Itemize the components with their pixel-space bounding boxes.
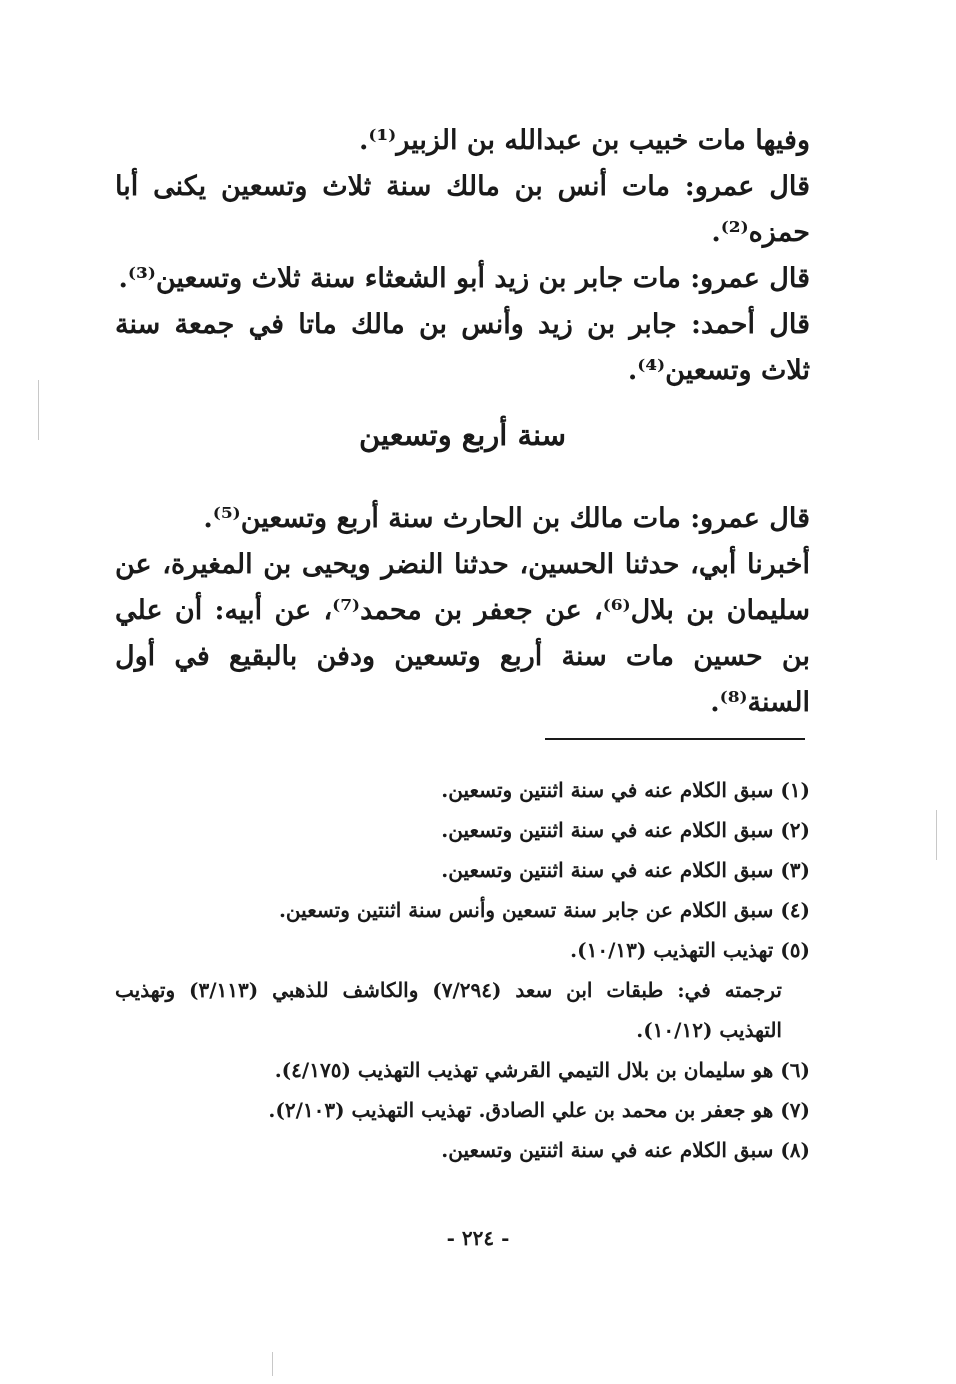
footnote-5-continuation: ترجمته في: طبقات ابن سعد (٧/٢٩٤) والكاشف للذهبي (٣/١١٣) وتهذيب التهذيب (١٠/١٢). <box>115 978 783 1042</box>
footnote-2: (٢) سبق الكلام عنه في سنة اثنتين وتسعين. <box>441 818 810 842</box>
paragraph-malik: قال عمرو: مات مالك بن الحارث سنة أربع وتسعين⁽⁵⁾. <box>203 503 810 534</box>
paragraph-khubayb: وفيها مات خبيب بن عبدالله بن الزبير⁽¹⁾. <box>359 125 810 156</box>
footnote-6: (٦) هو سليمان بن بلال التيمي القرشي تهذيب التهذيب (٤/١٧٥). <box>274 1058 810 1082</box>
footnotes <box>115 770 810 1170</box>
main-text-upper <box>115 118 810 394</box>
paragraph-ahmad: قال أحمد: جابر بن زيد وأنس بن مالك ماتا في جمعة سنة ثلاث وتسعين⁽⁴⁾. <box>115 309 810 386</box>
footnote-8: (٨) سبق الكلام عنه في سنة اثنتين وتسعين. <box>441 1138 810 1162</box>
main-text-lower <box>115 496 810 726</box>
page-number: - ٢٢٤ - <box>446 1226 510 1250</box>
footnote-divider <box>545 738 805 740</box>
scan-edge-mark <box>272 1352 273 1376</box>
paragraph-jabir: قال عمرو: مات جابر بن زيد أبو الشعثاء سنة ثلاث وتسعين⁽³⁾. <box>118 263 810 294</box>
footnote-3: (٣) سبق الكلام عنه في سنة اثنتين وتسعين. <box>441 858 810 882</box>
footnote-4: (٤) سبق الكلام عن جابر سنة تسعين وأنس سنة اثنتين وتسعين. <box>278 898 810 922</box>
scan-edge-mark <box>38 380 39 440</box>
footnote-7: (٧) هو جعفر بن محمد بن علي الصادق. تهذيب التهذيب (٢/١٠٣). <box>268 1098 810 1122</box>
section-heading: سنة أربع وتسعين <box>358 418 567 452</box>
scan-edge-mark <box>936 810 937 860</box>
footnote-5: (٥) تهذيب التهذيب (١٠/١٣). <box>570 938 810 962</box>
footnote-1: (١) سبق الكلام عنه في سنة اثنتين وتسعين. <box>441 778 810 802</box>
paragraph-anas: قال عمرو: مات أنس بن مالك سنة ثلاث وتسعين يكنى أبا حمزه⁽²⁾. <box>115 171 810 248</box>
paragraph-ali-bin-husayn: أخبرنا أبي، حدثنا الحسين، حدثنا النضر ويحيى بن المغيرة، عن سليمان بن بلال⁽⁶⁾، عن جعفر بن محمد⁽⁷⁾، عن أبيه: أن علي بن حسين مات سنة أربع وتسعين ودفن بالبقيع في أول السنة⁽⁸⁾. <box>115 549 810 718</box>
